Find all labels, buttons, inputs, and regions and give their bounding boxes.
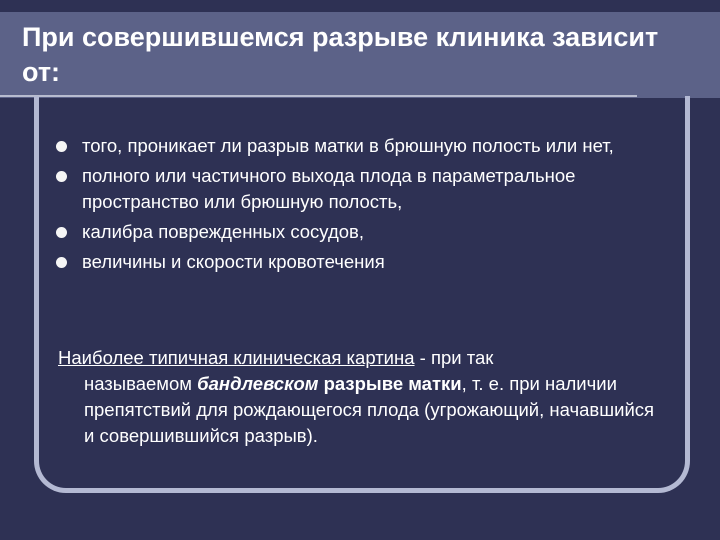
bullet-marker <box>56 257 67 268</box>
summary-lead: - при так <box>414 347 494 368</box>
slide-title: При совершившемся разрыве клиника зависит от: <box>22 22 659 87</box>
bullet-marker <box>56 171 67 182</box>
bullet-item <box>0 219 700 245</box>
bullet-item <box>0 249 700 275</box>
bullet-text: калибра поврежденных сосудов, <box>82 221 364 242</box>
bullet-list <box>0 133 700 279</box>
bullet-text: полного или частичного выхода плода в параметральное пространство или брюшную полость, <box>82 165 576 212</box>
summary-paragraph <box>58 345 668 449</box>
summary-part-2: , т. е. при наличии препятствий для рождающегося плода (угрожающий, начавшийся и совершившийся разрыв). <box>84 373 655 446</box>
bullet-text: величины и скорости кровотечения <box>82 251 385 272</box>
summary-first-line <box>58 345 668 371</box>
summary-emphasis-bold: разрыве матки <box>318 373 462 394</box>
bullet-marker <box>56 227 67 238</box>
summary-body <box>58 371 668 449</box>
summary-heading: Наиболее типичная клиническая картина <box>58 347 415 368</box>
summary-emphasis-italic: бандлевском <box>197 373 319 394</box>
bullet-item <box>0 133 700 159</box>
bullet-marker <box>56 141 67 152</box>
bullet-text: того, проникает ли разрыв матки в брюшную полость или нет, <box>82 135 614 156</box>
bullet-item <box>0 163 700 215</box>
summary-part-1: называемом <box>84 373 198 394</box>
